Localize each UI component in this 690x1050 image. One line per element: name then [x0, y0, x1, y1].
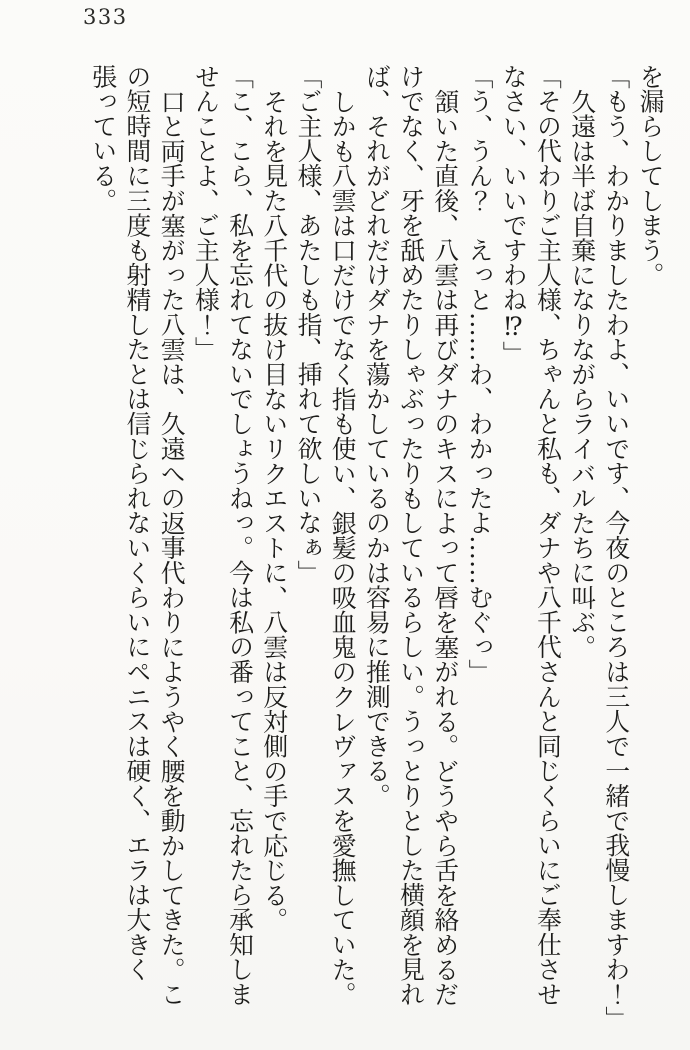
- paragraph: それを見た八千代の抜け目ないリクエストに、八雲は反対側の手で応じる。: [259, 88, 289, 932]
- paragraph: を漏らしてしまう。: [636, 64, 665, 288]
- page-number: 333: [83, 5, 128, 29]
- paragraph: 久遠は半ば自棄になりながらライバルたちに叫ぶ。: [567, 88, 597, 660]
- paragraph: 「う、うん？ えっと……わ、わかったよ……むぐっ」: [464, 64, 494, 684]
- paragraph: 口と両手が塞がった八雲は、久遠への返事代わりにようやく腰を動かしてきた。この短時間に三度も射精したとは信じられないくらいにペニスは硬く、エラは大きく張っている。: [88, 64, 187, 1007]
- paragraph: 「こ、こら、私を忘れてないでしょうねっ。今は私の番ってこと、忘れたら承知しませんことよ、ご主人様！」: [191, 64, 255, 1007]
- paragraph: 「もう、わかりましたわよ、いいです、今夜のところは三人で一緒で我慢しますわ！」: [601, 64, 631, 1032]
- paragraph: しかも八雲は口だけでなく指も使い、銀髪の吸血鬼のクレヴァスを愛撫していた。: [328, 88, 358, 1007]
- body-text-block: [86, 64, 667, 1032]
- paragraph: 「その代わりご主人様、ちゃんと私も、ダナや八千代さんと同じくらいにご奉仕させなさい、いいですわね⁉」: [499, 64, 563, 1007]
- paragraph: 頷いた直後、八雲は再びダナのキスによって唇を塞がれる。どうやら舌を絡めるだけでなく、牙を舐めたりしゃぶったりもしているらしい。うっとりとした横顔を見れば、それがどれだけダナを蕩かしているのかは容易に推測できる。: [362, 64, 460, 1007]
- paragraph: 「ご主人様、あたしも指、挿れて欲しいなぁ」: [293, 64, 323, 585]
